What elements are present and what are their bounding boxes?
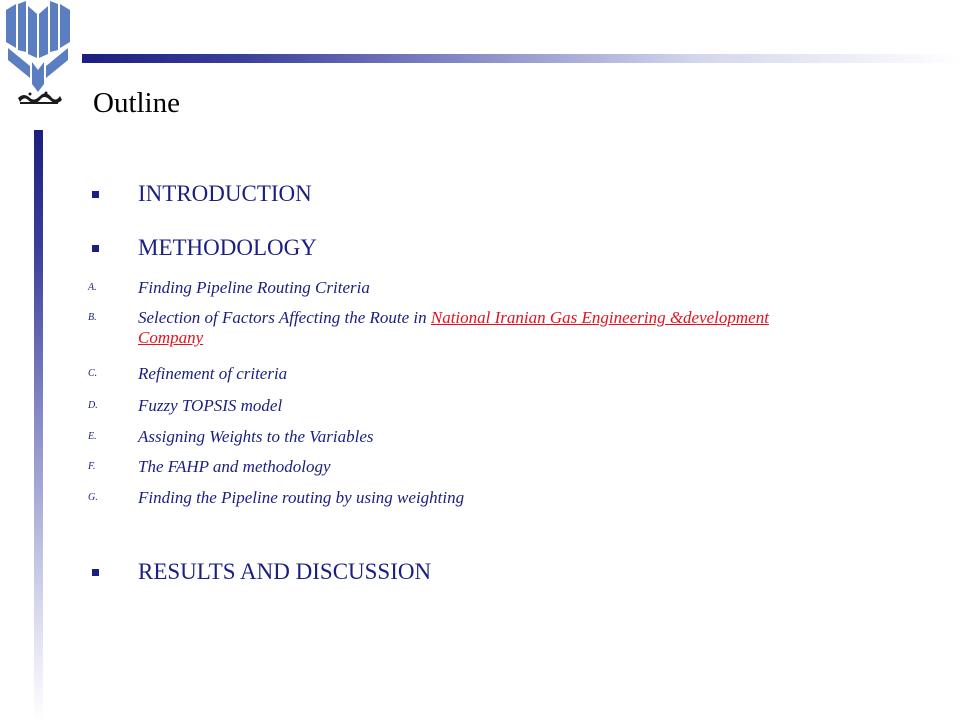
university-logo xyxy=(0,0,76,116)
sub-item-text: Finding Pipeline Routing Criteria xyxy=(138,278,370,297)
left-gradient-rule xyxy=(34,130,43,720)
sub-item-marker: A. xyxy=(88,282,97,293)
top-gradient-rule xyxy=(82,54,960,63)
square-bullet-icon xyxy=(92,569,99,576)
bullet-text: METHODOLOGY xyxy=(138,235,317,260)
sub-item-marker: D. xyxy=(88,400,98,411)
sub-item-marker: B. xyxy=(88,312,97,323)
sub-item-marker: E. xyxy=(88,431,97,442)
sub-item-text: Refinement of criteria xyxy=(138,364,288,383)
sub-item-marker: C. xyxy=(88,368,98,379)
sub-item-b xyxy=(88,308,828,352)
sub-item-text-lead: Selection of Factors Affecting the Route in xyxy=(138,308,431,327)
sub-item-text: Fuzzy TOPSIS model xyxy=(138,396,283,415)
bullet-introduction xyxy=(92,180,312,208)
sub-item-text: Finding the Pipeline routing by using weighting xyxy=(138,488,465,507)
company-link[interactable]: National Iranian Gas Engineering &development Company xyxy=(138,308,769,347)
bullet-methodology xyxy=(92,234,317,262)
bullet-text: INTRODUCTION xyxy=(138,181,312,206)
sub-item-text: The FAHP and methodology xyxy=(138,457,331,476)
square-bullet-icon xyxy=(92,245,99,252)
slide-title: Outline xyxy=(93,87,180,119)
square-bullet-icon xyxy=(92,191,99,198)
sub-item-text xyxy=(138,308,828,348)
sub-item-text: Assigning Weights to the Variables xyxy=(138,427,374,446)
sub-item-marker: G. xyxy=(88,492,98,503)
bullet-results xyxy=(92,558,431,586)
sub-item-marker: F. xyxy=(88,461,96,472)
bullet-text: RESULTS AND DISCUSSION xyxy=(138,559,432,584)
